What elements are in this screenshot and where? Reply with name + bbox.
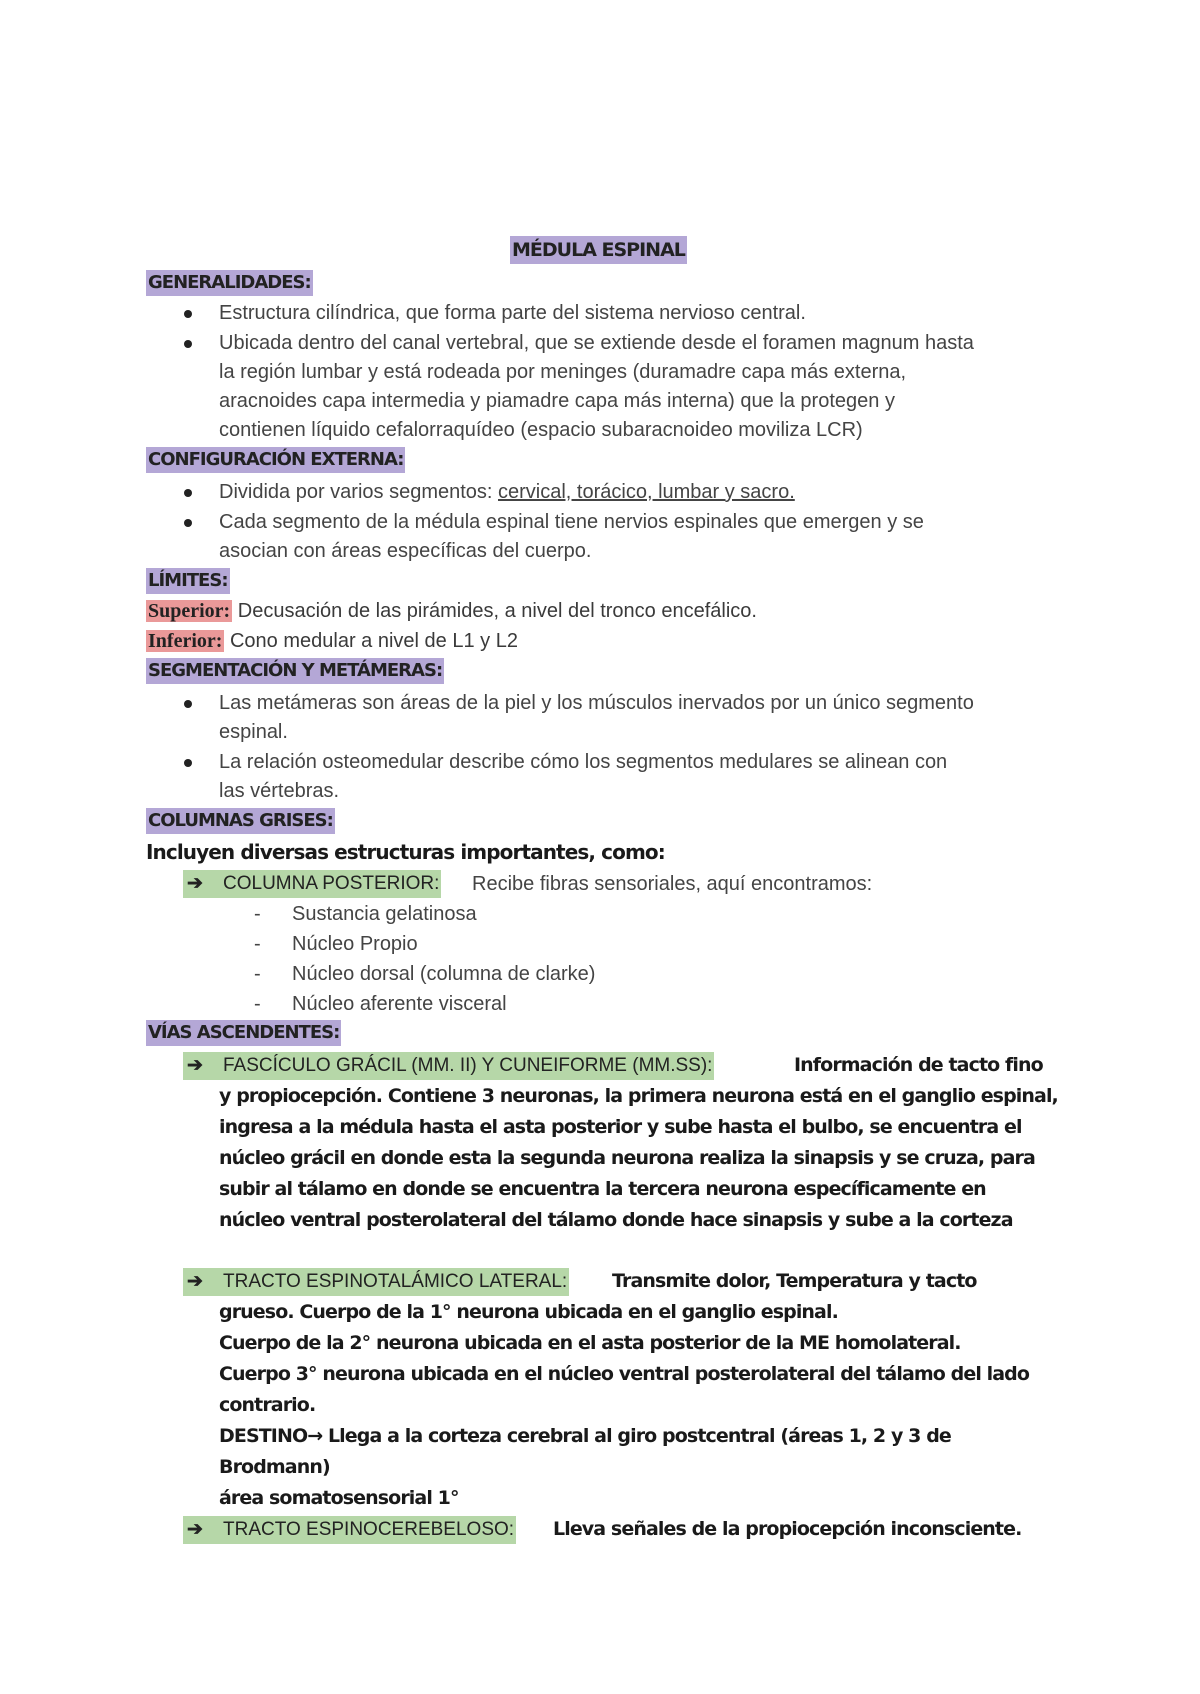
arrow-item-text: Información de tacto fino: [794, 1054, 1043, 1076]
bullet-text: las vértebras.: [219, 780, 340, 802]
dash-marker: -: [254, 993, 261, 1015]
sub-item: Núcleo dorsal (columna de clarke): [292, 963, 596, 985]
inferior-label: Inferior:: [148, 630, 223, 652]
bullet-dot: [184, 759, 192, 767]
arrow-icon: ➔: [187, 873, 203, 894]
bullet-text: la región lumbar y está rodeada por meninges (duramadre capa más externa,: [219, 361, 907, 383]
arrow-item-text: Recibe fibras sensoriales, aquí encontramos:: [472, 873, 873, 895]
section-heading-limites: LÍMITES:: [146, 568, 230, 594]
description-line: Cuerpo 3° neurona ubicada en el núcleo ventral posterolateral del tálamo del lado: [219, 1363, 1030, 1385]
arrow-item-espinocerebeloso: [183, 1516, 516, 1544]
bullet-text: Las metámeras son áreas de la piel y los músculos inervados por un único segmento: [219, 692, 974, 714]
section-heading-generalidades: GENERALIDADES:: [146, 270, 313, 296]
superior-text: Decusación de las pirámides, a nivel del tronco encefálico.: [232, 600, 757, 622]
section-heading-columnas: COLUMNAS GRISES:: [146, 808, 335, 834]
bullet-text: Cada segmento de la médula espinal tiene nervios espinales que emergen y se: [219, 511, 924, 533]
inferior-text: Cono medular a nivel de L1 y L2: [224, 630, 518, 652]
arrow-icon: ➔: [187, 1055, 203, 1076]
bullet-text: contienen líquido cefalorraquídeo (espacio subaracnoideo moviliza LCR): [219, 419, 863, 441]
bullet-text-prefix: Dividida por varios segmentos:: [219, 481, 499, 503]
sub-item: Núcleo Propio: [292, 933, 418, 955]
arrow-item-label: TRACTO ESPINOTALÁMICO LATERAL:: [223, 1271, 568, 1292]
description-line: núcleo ventral posterolateral del tálamo donde hace sinapsis y sube a la corteza: [219, 1209, 1013, 1231]
description-line: contrario.: [219, 1394, 316, 1416]
bullet-dot: [184, 519, 192, 527]
arrow-item-label: COLUMNA POSTERIOR:: [223, 873, 440, 894]
sub-item: Sustancia gelatinosa: [292, 903, 477, 925]
description-line: núcleo grácil en donde esta la segunda neurona realiza la sinapsis y se cruza, para: [219, 1147, 1035, 1169]
arrow-item-text: Lleva señales de la propiocepción inconsciente.: [553, 1518, 1022, 1540]
bullet-text: [219, 478, 795, 507]
bullet-dot: [184, 340, 192, 348]
limit-superior: [146, 597, 757, 625]
bullet-text: asocian con áreas específicas del cuerpo.: [219, 540, 592, 562]
description-line: grueso. Cuerpo de la 1° neurona ubicada en el ganglio espinal.: [219, 1301, 838, 1323]
bullet-text: espinal.: [219, 721, 288, 743]
page-title: MÉDULA ESPINAL: [510, 236, 687, 264]
arrow-item-espinotalamico: [183, 1268, 569, 1296]
dash-marker: -: [254, 903, 261, 925]
underlined-segments: cervical, torácico, lumbar y sacro.: [498, 481, 795, 503]
arrow-icon: ➔: [187, 1519, 203, 1540]
section-heading-vias: VÍAS ASCENDENTES:: [146, 1020, 341, 1046]
dash-marker: -: [254, 963, 261, 985]
arrow-item-label: TRACTO ESPINOCEREBELOSO:: [223, 1519, 515, 1540]
sub-item: Núcleo aferente visceral: [292, 993, 507, 1015]
dash-marker: -: [254, 933, 261, 955]
superior-label: Superior:: [148, 600, 231, 622]
bullet-text: aracnoides capa intermedia y piamadre capa más interna) que la protegen y: [219, 390, 895, 412]
section-heading-configuracion: CONFIGURACIÓN EXTERNA:: [146, 447, 405, 473]
columnas-intro: Incluyen diversas estructuras importantes, como:: [146, 840, 665, 864]
bullet-dot: [184, 310, 192, 318]
description-line: ingresa a la médula hasta el asta posterior y sube hasta el bulbo, se encuentra el: [219, 1116, 1022, 1138]
bullet-text: Estructura cilíndrica, que forma parte del sistema nervioso central.: [219, 302, 806, 324]
bullet-text: La relación osteomedular describe cómo los segmentos medulares se alinean con: [219, 751, 948, 773]
description-line: DESTINO→ Llega a la corteza cerebral al giro postcentral (áreas 1, 2 y 3 de: [219, 1425, 951, 1447]
arrow-item-fasciculo: [183, 1052, 714, 1080]
arrow-icon: ➔: [187, 1271, 203, 1292]
description-line: área somatosensorial 1°: [219, 1487, 459, 1509]
arrow-item-text: Transmite dolor, Temperatura y tacto: [612, 1270, 977, 1292]
bullet-dot: [184, 489, 192, 497]
description-line: subir al tálamo en donde se encuentra la tercera neurona específicamente en: [219, 1178, 986, 1200]
limit-inferior: [146, 627, 518, 655]
arrow-item-label: FASCÍCULO GRÁCIL (MM. II) Y CUNEIFORME (MM.SS):: [223, 1055, 713, 1076]
bullet-dot: [184, 700, 192, 708]
description-line: Cuerpo de la 2° neurona ubicada en el asta posterior de la ME homolateral.: [219, 1332, 961, 1354]
section-heading-segmentacion: SEGMENTACIÓN Y METÁMERAS:: [146, 658, 444, 684]
arrow-item-columna-posterior: [183, 870, 441, 898]
bullet-text: Ubicada dentro del canal vertebral, que se extiende desde el foramen magnum hasta: [219, 332, 974, 354]
description-line: y propiocepción. Contiene 3 neuronas, la primera neurona está en el ganglio espinal,: [219, 1085, 1058, 1107]
description-line: Brodmann): [219, 1456, 330, 1478]
